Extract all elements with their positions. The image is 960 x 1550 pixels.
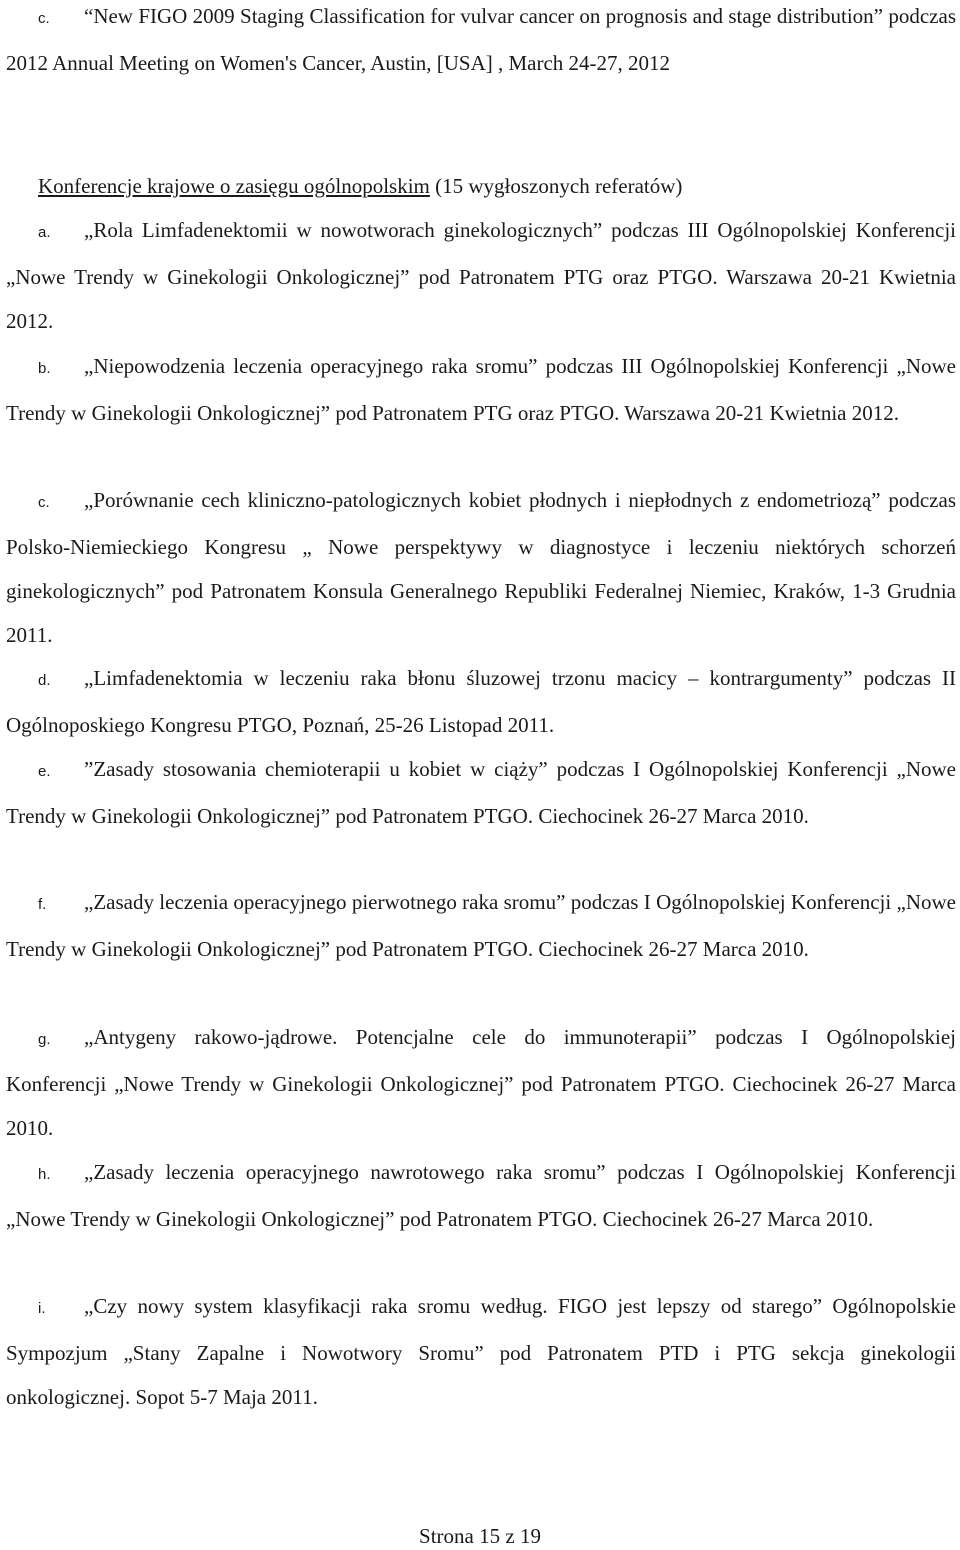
list-item-text: ”Zasady stosowania chemioterapii u kobiet w ciąży” podczas I Ogólnopolskiej Konferencji „Nowe Trendy w Ginekologii Onkologicznej” pod Patronatem PTGO. Ciechocinek 26-27 Marca 2010. <box>6 757 956 828</box>
list-item-text: „Zasady leczenia operacyjnego pierwotnego raka sromu” podczas I Ogólnopolskiej Konferencji „Nowe Trendy w Ginekologii Onkologicznej” pod Patronatem PTGO. Ciechocinek 26-27 Marca 2010. <box>6 890 956 961</box>
list-item <box>6 1150 956 1241</box>
section-heading-underlined: Konferencje krajowe o zasięgu ogólnopolskim <box>38 174 430 198</box>
list-item-text: „Czy nowy system klasyfikacji raka sromu według. FIGO jest lepszy od starego” Ogólnopolskie Sympozjum „Stany Zapalne i Nowotwory Sromu” pod Patronatem PTD i PTG sekcja ginekologii onkologicznej. Sopot 5-7 Maja 2011. <box>6 1294 956 1409</box>
list-item <box>6 478 956 657</box>
list-marker: b. <box>38 360 51 377</box>
list-marker: g. <box>38 1031 51 1048</box>
list-item <box>6 747 956 838</box>
list-item <box>6 208 956 343</box>
list-item-text: „Niepowodzenia leczenia operacyjnego raka sromu” podczas III Ogólnopolskiej Konferencji „Nowe Trendy w Ginekologii Onkologicznej” pod Patronatem PTG oraz PTGO. Warszawa 20-21 Kwietnia 2012. <box>6 354 956 425</box>
section-heading <box>38 164 682 208</box>
list-marker: h. <box>38 1166 51 1183</box>
list-marker: d. <box>38 672 51 689</box>
list-item-text: „Rola Limfadenektomii w nowotworach ginekologicznych” podczas III Ogólnopolskiej Konferencji „Nowe Trendy w Ginekologii Onkologicznej” pod Patronatem PTG oraz PTGO. Warszawa 20-21 Kwietnia 2012. <box>6 218 956 333</box>
section-heading-rest: (15 wygłoszonych referatów) <box>429 174 683 198</box>
list-marker: e. <box>38 763 51 780</box>
page-number: Strona 15 z 19 <box>419 1524 541 1548</box>
list-item <box>6 1284 956 1419</box>
list-item <box>6 0 956 85</box>
list-marker: i. <box>38 1300 46 1317</box>
list-marker: c. <box>38 10 50 27</box>
list-marker: f. <box>38 896 47 913</box>
list-item <box>6 344 956 435</box>
list-item <box>6 1015 956 1150</box>
list-item-text: “New FIGO 2009 Staging Classification for vulvar cancer on prognosis and stage distribution” podczas 2012 Annual Meeting on Women's Cancer, Austin, [USA] , March 24-27, 2012 <box>6 4 956 75</box>
list-item-text: „Antygeny rakowo-jądrowe. Potencjalne cele do immunoterapii” podczas I Ogólnopolskiej Konferencji „Nowe Trendy w Ginekologii Onkologicznej” pod Patronatem PTGO. Ciechocinek 26-27 Marca 2010. <box>6 1025 956 1140</box>
list-marker: c. <box>38 494 50 511</box>
list-item <box>6 880 956 971</box>
list-item-text: „Limfadenektomia w leczeniu raka błonu śluzowej trzonu macicy – kontrargumenty” podczas II Ogólnoposkiego Kongresu PTGO, Poznań, 25-26 Listopad 2011. <box>6 666 956 737</box>
list-item-text: „Porównanie cech kliniczno-patologicznych kobiet płodnych i niepłodnych z endometriozą” podczas Polsko-Niemieckiego Kongresu „ Nowe perspektywy w diagnostyce i leczeniu niektórych schorzeń ginekologicznych” pod Patronatem Konsula Generalnego Republiki Federalnej Niemiec, Kraków, 1-3 Grudnia 2011. <box>6 488 956 647</box>
list-marker: a. <box>38 224 51 241</box>
list-item-text: „Zasady leczenia operacyjnego nawrotowego raka sromu” podczas I Ogólnopolskiej Konferencji „Nowe Trendy w Ginekologii Onkologicznej” pod Patronatem PTGO. Ciechocinek 26-27 Marca 2010. <box>6 1160 956 1231</box>
list-item <box>6 656 956 747</box>
